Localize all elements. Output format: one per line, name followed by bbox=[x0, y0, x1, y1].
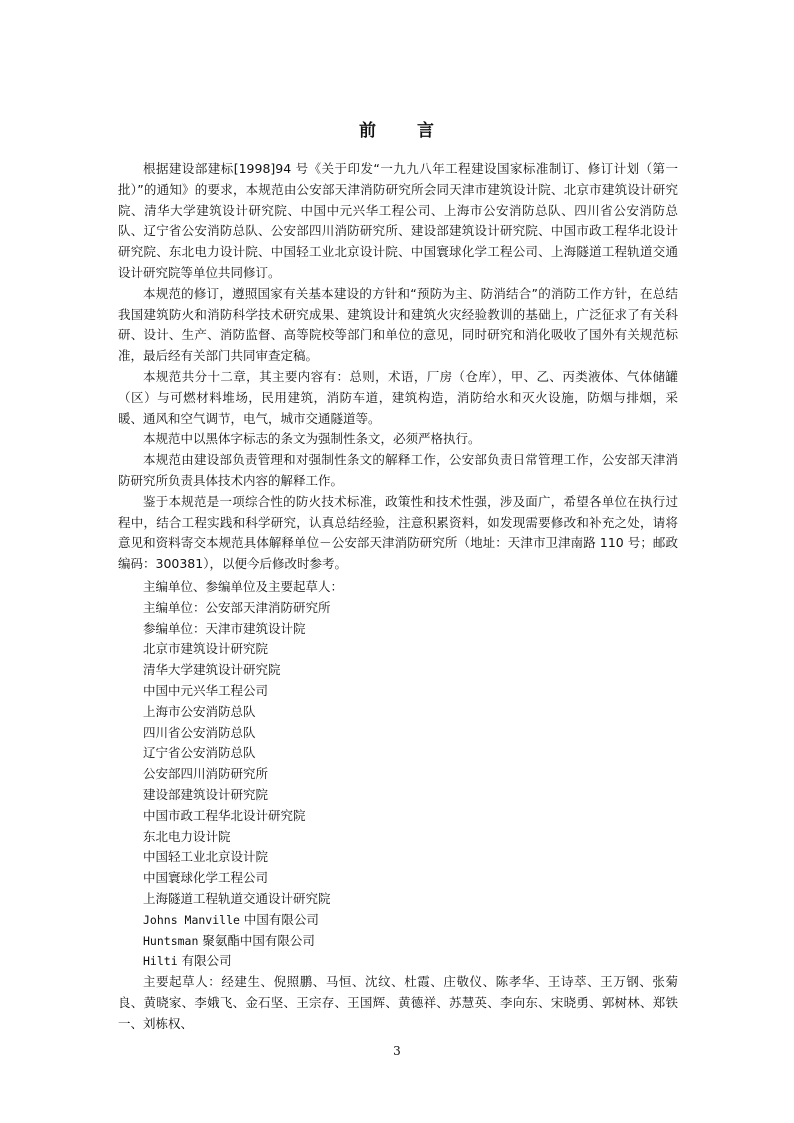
paragraph-revision: 本规范的修订，遵照国家有关基本建设的方针和“预防为主、防消结合”的消防工作方针，在总结我国建筑防火和消防科学技术研究成果、建筑设计和建筑火灾经验教训的基础上，广泛征求了有关科研、设计、生产、消防监督、高等院校等部门和单位的意见，同时研究和消化吸收了国外有关规范标准，最后经有关部门共同审查定稿。 bbox=[118, 285, 678, 364]
paragraph-contents: 本规范共分十二章，其主要内容有：总则，术语，厂房（仓库），甲、乙、丙类液体、气体储罐（区）与可燃材料堆场，民用建筑，消防车道，建筑构造，消防给水和灭火设施，防烟与排烟，采暖、通风和空气调节，电气，城市交通隧道等。 bbox=[118, 368, 678, 426]
participating-unit: 建设部建筑设计研究院 bbox=[143, 786, 269, 802]
participating-unit: 中国市政工程华北设计研究院 bbox=[143, 807, 306, 823]
title-char-2: 言 bbox=[417, 121, 435, 141]
paragraph-basis: 根据建设部建标[1998]94 号《关于印发“一九九八年工程建设国家标准制订、修订计划（第一批）”的通知》的要求，本规范由公安部天津消防研究所会同天津市建筑设计院、北京市建筑设计研究院、清华大学建筑设计研究院、中国中元兴华工程公司、上海市公安消防总队、四川省公安消防总队、辽宁省公安消防总队、公安部四川消防研究所、建设部建筑设计研究院、中国市政工程华北设计研究院、东北电力设计院、中国轻工业北京设计院、中国寰球化学工程公司、上海隧道工程轨道交通设计研究院等单位共同修订。 bbox=[118, 161, 678, 280]
participating-unit: 上海隧道工程轨道交通设计研究院 bbox=[143, 890, 331, 906]
participating-unit: 北京市建筑设计研究院 bbox=[143, 641, 269, 657]
participating-unit: 辽宁省公安消防总队 bbox=[143, 745, 256, 761]
participating-unit-foreign bbox=[118, 910, 678, 931]
participating-unit-foreign bbox=[118, 951, 678, 972]
participating-unit: 东北电力设计院 bbox=[143, 828, 231, 844]
participating-unit-foreign bbox=[118, 931, 678, 952]
participating-unit: 清华大学建筑设计研究院 bbox=[143, 662, 281, 678]
title-char-1: 前 bbox=[359, 121, 377, 141]
company-cn-suffix: 聚氨酯中国有限公司 bbox=[198, 932, 315, 948]
page-title bbox=[0, 116, 794, 141]
participating-unit: 中国寰球化学工程公司 bbox=[143, 870, 269, 886]
company-cn-suffix: 有限公司 bbox=[177, 953, 232, 969]
main-drafters: 主要起草人：经建生、倪照鹏、马恒、沈纹、杜霞、庄敬仪、陈孝华、王诗萃、王万钢、张菊良、黄晓家、李娥飞、金石坚、王宗存、王国辉、黄德祥、苏慧英、李向东、宋晓勇、郭树林、郑铁一、刘栋权、 bbox=[118, 974, 678, 1031]
chief-unit: 主编单位：公安部天津消防研究所 bbox=[143, 599, 331, 615]
participating-unit: 参编单位：天津市建筑设计院 bbox=[143, 620, 306, 636]
paragraph-feedback: 鉴于本规范是一项综合性的防火技术标准，政策性和技术性强，涉及面广，希望各单位在执行过程中，结合工程实践和科学研究，认真总结经验，注意积累资料，如发现需要修改和补充之处，请将意见和资料寄交本规范具体解释单位－公安部天津消防研究所（地址：天津市卫津南路 110 号；邮政编码：300381），以便今后修改时参考。 bbox=[118, 493, 678, 572]
company-cn-suffix: 中国有限公司 bbox=[239, 911, 319, 927]
participating-unit: 中国轻工业北京设计院 bbox=[143, 849, 269, 865]
paragraph-mandatory: 本规范中以黑体字标志的条文为强制性条文，必须严格执行。 bbox=[143, 431, 481, 447]
page-number: 3 bbox=[393, 1044, 401, 1058]
participating-unit: 中国中元兴华工程公司 bbox=[143, 682, 269, 698]
participating-unit: 上海市公安消防总队 bbox=[143, 703, 256, 719]
participating-unit: 公安部四川消防研究所 bbox=[143, 766, 269, 782]
units-list bbox=[118, 577, 678, 1035]
participating-unit: 四川省公安消防总队 bbox=[143, 724, 256, 740]
company-latin-name: Hilti bbox=[143, 954, 178, 969]
units-heading: 主编单位、参编单位及主要起草人： bbox=[143, 579, 344, 594]
company-latin-name: Huntsman bbox=[143, 933, 199, 948]
company-latin-name: Johns Manville bbox=[143, 912, 240, 927]
paragraph-management: 本规范由建设部负责管理和对强制性条文的解释工作，公安部负责日常管理工作，公安部天津消防研究所负责具体技术内容的解释工作。 bbox=[118, 452, 678, 488]
preface-body bbox=[118, 159, 678, 575]
